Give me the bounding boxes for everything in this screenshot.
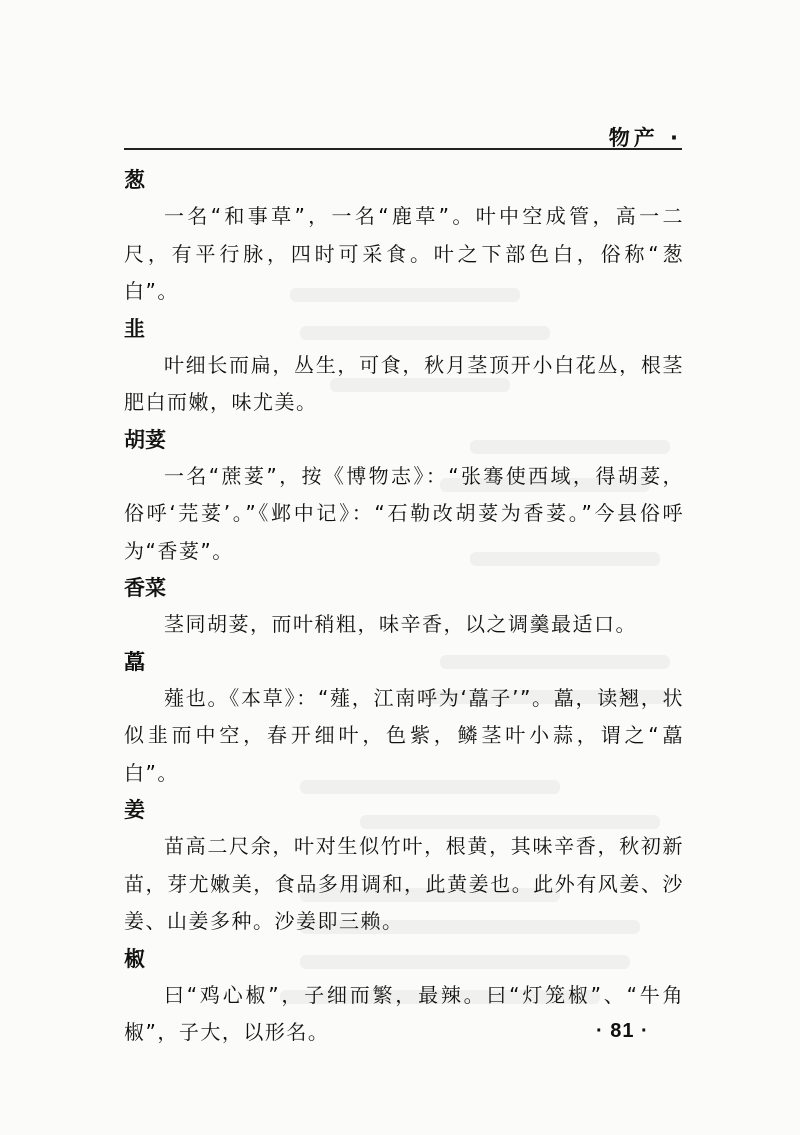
entry-jiao — [124, 646, 684, 793]
entry-body: 叶细长而扁，丛生，可食，秋月茎顶开小白花丛，根茎肥白而嫩，味尤美。 — [124, 352, 684, 414]
entry-title: 藠 — [124, 649, 145, 674]
entry-body: 一名“蔗荽”，按《博物志》：“张骞使西域，得胡荽，俗呼‘芫荽’。”《邺中记》：“石勒改胡荽为香荽。”今县俗呼为“香荽”。 — [124, 463, 684, 563]
entry-title: 葱 — [124, 168, 145, 192]
header-title: 物产 · — [608, 126, 682, 150]
entry-title: 韭 — [124, 316, 145, 341]
entry-body: 一名“和事草”，一名“鹿草”。叶中空成管，高一二尺，有平行脉，四时可采食。叶之下部色白，俗称“葱白”。 — [124, 204, 684, 303]
entry-xiangcai — [124, 572, 684, 644]
entry-body: 曰“鸡心椒”，子细而繁，最辣。曰“灯笼椒”、“牛角椒”，子大，以形名。 — [124, 982, 684, 1044]
entry-body: 薤也。《本草》：“薤，江南呼为‘藠子’”。藠，读翘，状似韭而中空，春开细叶，色紫，鳞茎叶小蒜，谓之“藠白”。 — [124, 685, 684, 785]
page-content — [124, 162, 684, 1052]
entry-jiang — [124, 794, 684, 941]
entry-jiu — [124, 313, 684, 422]
entry-title: 胡荽 — [124, 427, 166, 452]
entry-title: 香菜 — [124, 576, 166, 600]
entry-body: 苗高二尺余，叶对生似竹叶，根黄，其味辛香，秋初新苗，芽尤嫩美，食品多用调和，此黄姜也。此外有风姜、沙姜、山姜多种。沙姜即三赖。 — [124, 834, 684, 933]
entry-title: 椒 — [124, 946, 145, 971]
running-header — [124, 122, 682, 150]
page-number: · 81 · — [596, 1020, 649, 1042]
entry-cong — [124, 164, 684, 311]
entry-title: 姜 — [124, 798, 145, 822]
entry-body: 茎同胡荽，而叶稍粗，味辛香，以之调羹最适口。 — [164, 612, 637, 636]
entry-husui — [124, 424, 684, 571]
